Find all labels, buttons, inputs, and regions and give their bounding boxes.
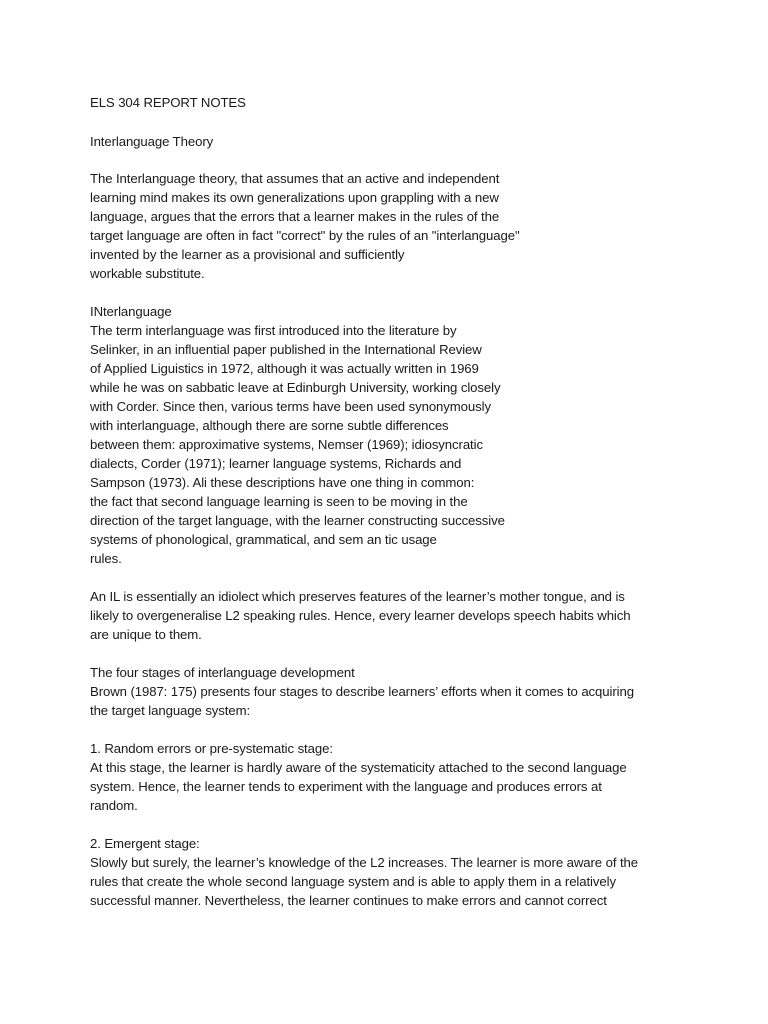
paragraph-line: are unique to them.	[90, 627, 202, 642]
paragraph-line: system. Hence, the learner tends to experiment with the language and produces errors at	[90, 779, 602, 794]
paragraph-line: learning mind makes its own generalizations upon grappling with a new	[90, 190, 499, 205]
paragraph-line: The term interlanguage was first introduced into the literature by	[90, 323, 457, 338]
paragraph-line: invented by the learner as a provisional and sufficiently	[90, 247, 405, 262]
paragraph-line: random.	[90, 798, 138, 813]
paragraph-line: Slowly but surely, the learner’s knowledge of the L2 increases. The learner is more aware of the	[90, 855, 638, 870]
paragraph-line: The Interlanguage theory, that assumes that an active and independent	[90, 171, 500, 186]
document-header: ELS 304 REPORT NOTES	[90, 95, 246, 110]
paragraph-line: rules.	[90, 551, 122, 566]
paragraph-line: Selinker, in an influential paper published in the International Review	[90, 342, 482, 357]
paragraph-line: while he was on sabbatic leave at Edinburgh University, working closely	[90, 380, 501, 395]
paragraph-line: dialects, Corder (1971); learner language systems, Richards and	[90, 456, 462, 471]
stage-title-emergent: 2. Emergent stage:	[90, 836, 200, 851]
paragraph-line: workable substitute.	[90, 266, 205, 281]
paragraph-line: likely to overgeneralise L2 speaking rules. Hence, every learner develops speech habits which	[90, 608, 631, 623]
paragraph-line: target language are often in fact "correct" by the rules of an "interlanguage"	[90, 228, 520, 243]
paragraph-line: Sampson (1973). Ali these descriptions have one thing in common:	[90, 475, 475, 490]
paragraph-line: successful manner. Nevertheless, the learner continues to make errors and cannot correct	[90, 893, 607, 908]
section-title-four-stages: The four stages of interlanguage development	[90, 665, 355, 680]
paragraph-line: At this stage, the learner is hardly aware of the systematicity attached to the second language	[90, 760, 627, 775]
stage-title-random-errors: 1. Random errors or pre-systematic stage:	[90, 741, 333, 756]
paragraph-line: rules that create the whole second language system and is able to apply them in a relatively	[90, 874, 616, 889]
paragraph-line: Brown (1987: 175) presents four stages to describe learners’ efforts when it comes to acquiring	[90, 684, 634, 699]
paragraph-line: language, argues that the errors that a learner makes in the rules of the	[90, 209, 500, 224]
paragraph-line: with Corder. Since then, various terms have been used synonymously	[90, 399, 491, 414]
section-title-interlanguage-theory: Interlanguage Theory	[90, 134, 214, 149]
paragraph-line: between them: approximative systems, Nemser (1969); idiosyncratic	[90, 437, 483, 452]
paragraph-line: of Applied Liguistics in 1972, although it was actually written in 1969	[90, 361, 479, 376]
paragraph-line: An IL is essentially an idiolect which preserves features of the learner’s mother tongue, and is	[90, 589, 625, 604]
section-title-interlanguage: INterlanguage	[90, 304, 172, 319]
paragraph-line: direction of the target language, with the learner constructing successive	[90, 513, 505, 528]
paragraph-line: systems of phonological, grammatical, and sem an tic usage	[90, 532, 437, 547]
paragraph-line: the target language system:	[90, 703, 251, 718]
paragraph-line: with interlanguage, although there are sorne subtle differences	[90, 418, 449, 433]
paragraph-line: the fact that second language learning is seen to be moving in the	[90, 494, 468, 509]
